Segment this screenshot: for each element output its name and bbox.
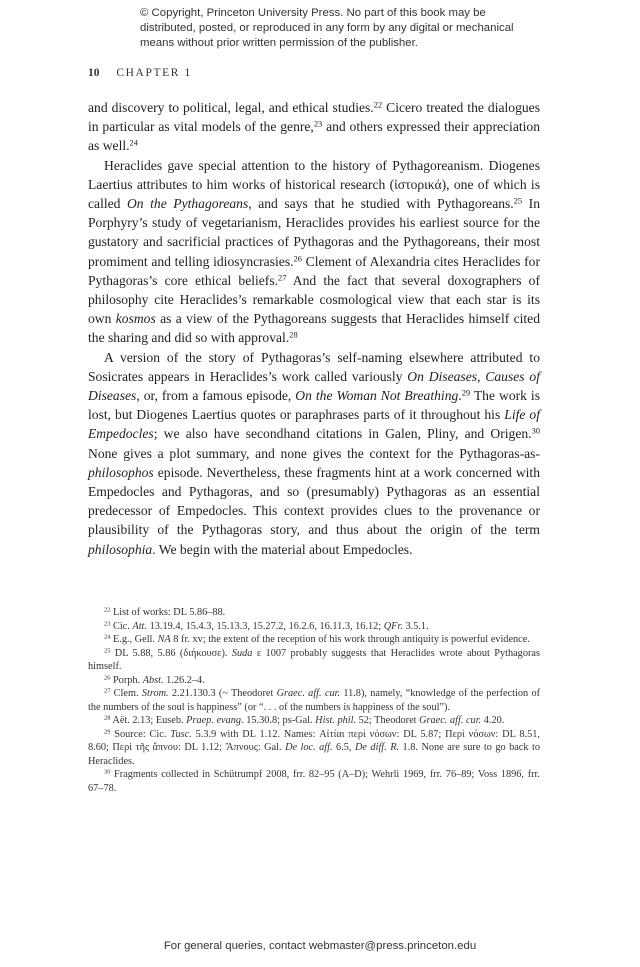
footnote: $^{27}$ Clem. Strom. 2.21.130.3 (~ Theodoret Graec. aff. cur. 11.8), namely, “knowledge of the perfection of the numbers of the soul is happiness” (or “. . . of the numbers is happiness of the soul”). — [88, 687, 541, 713]
copyright-line: distributed, posted, or reproduced in any form by any digital or mechanical — [140, 22, 514, 34]
body-paragraph: A version of the story of Pythagoras’s self-naming elsewhere attributed to Sosicrates appears in Heraclides’s work called variously On Diseases, Causes of Diseases, or, from a famous episode, On the Woman Not Breathing.$^{29}$ The work is lost, but Diogenes Laertius quotes or paraphrases parts of it throughout his Life of Empedocles; we also have secondhand citations in Galen, Pliny, and Origen.$^{30}$ None gives a plot summary, and none gives the context for the Pythagoras-as-philosophos episode. Nevertheless, these fragments hint at a work concerned with Empedocles and Pythagoras, and so (presumably) Pythagoras as an essential predecessor of Empedocles. This context provides clues to the provenance or plausibility of the Pythagoras story, and thus about the origin of the term philosophia. We begin with the material about Empedocles. — [88, 349, 541, 557]
footnote: $^{25}$ DL 5.88, 5.86 (διήκουσε). Suda ε 1007 probably suggests that Heraclides wrote about Pythagoras himself. — [88, 647, 540, 672]
body-text — [88, 98, 540, 559]
chapter-label: CHAPTER 1 — [116, 67, 192, 79]
footnote: $^{30}$ Fragments collected in Schütrumpf 2008, frr. 82–95 (A–D); Wehrli 1969, frr. 76–89; Voss 1896, frr. 67–78. — [88, 768, 540, 794]
footnote: $^{24}$ E.g., Gell. NA 8 fr. xv; the extent of the reception of his work through antiquity is powerful evidence. — [104, 633, 530, 645]
body-paragraph: Heraclides gave special attention to the history of Pythagoreanism. Diogenes Laertius attributes to him works of historical research (ἱστορικά), one of which is called On the Pythagoreans, and says that he studied with Pythagoreans.$^{25}$ In Porphyry’s study of vegetarianism, Heraclides provides his earliest source for the gustatory and sacrificial practices of Pythagoras and the Pythagoreans, their most promiment and telling idiosyncrasies.$^{26}$ Clement of Alexandria cites Heraclides for Pythagoras’s core ethical beliefs.$^{27}$ And the fact that several doxographers of philosophy cite Heraclides’s remarkable cosmological view that each star is its own kosmos as a view of the Pythagoreans suggests that Heraclides himself cited the sharing and did so with approval.$^{28}$ — [88, 157, 540, 346]
footnotes — [88, 606, 540, 795]
footnote: $^{29}$ Source: Cic. Tusc. 5.3.9 with DL 1.12. Names: Αἰτίαι περὶ νόσων: DL 5.87; Περὶ νόσων: DL 8.51, 8.60; Περὶ τῆς ἄπνου: DL 1.12; Ἄπνους: Gal. De loc. aff. 6.5, De diff. R. 1.8. None are sure to go back to Heraclides. — [88, 728, 540, 767]
copyright-notice — [140, 6, 520, 51]
footnote: $^{23}$ Cic. Att. 13.19.4, 15.4.3, 15.13.3, 15.27.2, 16.2.6, 16.11.3, 16.12; QFr. 3.5.1. — [104, 620, 429, 632]
footer-contact: For general queries, contact webmaster@press.princeton.edu — [163, 940, 477, 952]
footnote: $^{28}$ Aët. 2.13; Euseb. Praep. evang. 15.30.8; ps-Gal. Hist. phil. 52; Theodoret Graec. aff. cur. 4.20. — [104, 714, 505, 726]
copyright-line: means without prior written permission of the publisher. — [140, 37, 418, 49]
running-head — [88, 67, 192, 79]
footnote: $^{22}$ List of works: DL 5.86–88. — [104, 606, 226, 618]
body-paragraph: and discovery to political, legal, and ethical studies.$^{22}$ Cicero treated the dialogues in particular as vital models of the genre,$^{23}$ and others expressed their appreciation as well.$^{24}$ — [88, 99, 540, 154]
footnote: $^{26}$ Porph. Abst. 1.26.2–4. — [104, 674, 205, 686]
page-number: 10 — [88, 67, 100, 79]
copyright-line: © Copyright, Princeton University Press. No part of this book may be — [140, 7, 486, 19]
